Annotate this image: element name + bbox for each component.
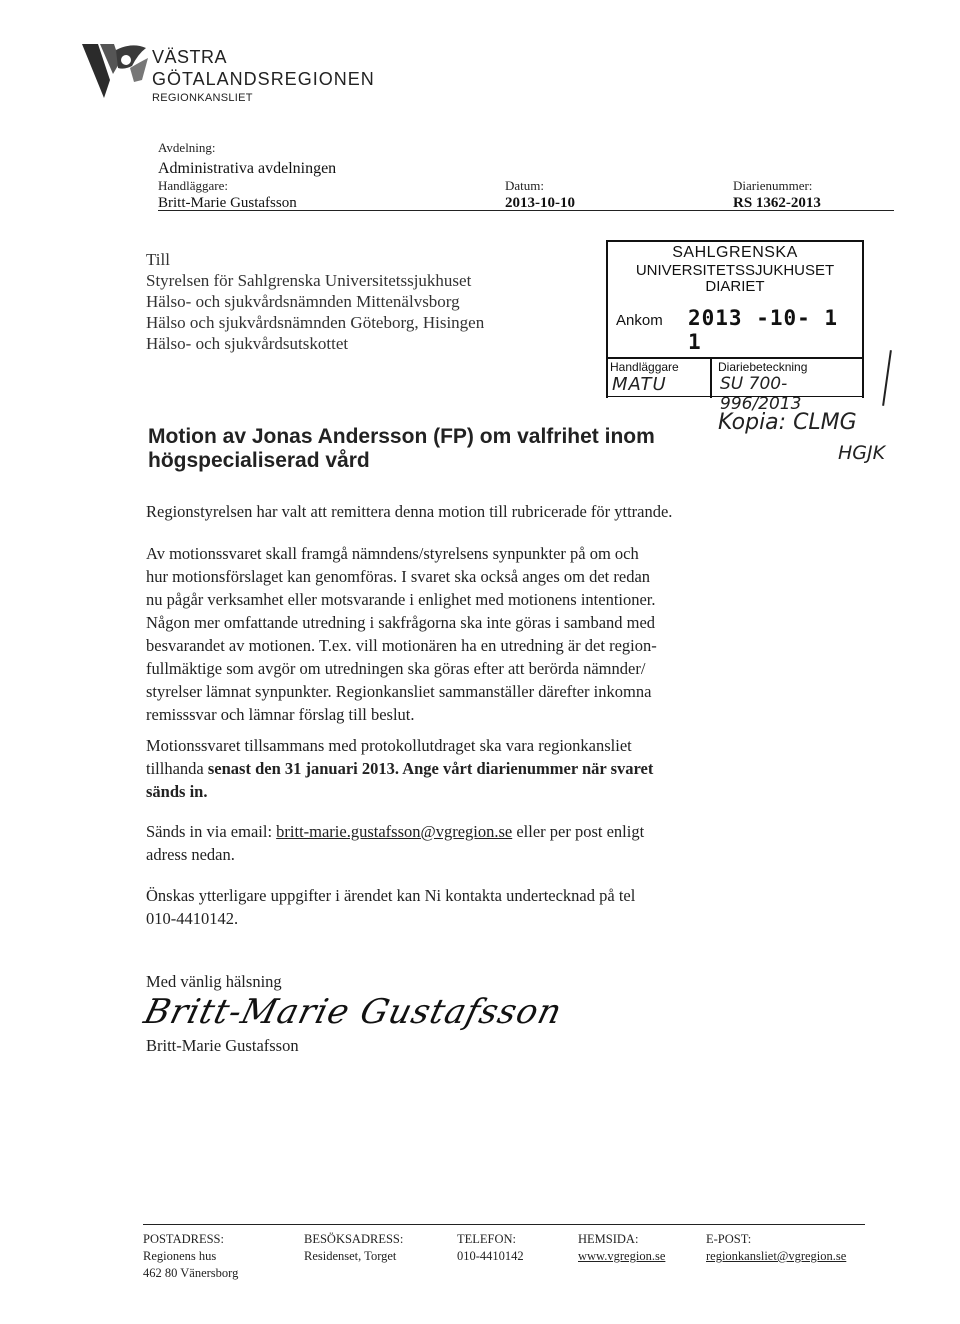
footer-web: [578, 1231, 665, 1265]
paragraph-line: nu pågår verksamhet eller motsvarande i enlighet med motionens intentioner.: [146, 590, 656, 609]
footer-postal-line: 462 80 Vänersborg: [143, 1266, 239, 1280]
recipients-block: [146, 249, 484, 354]
paragraph-line: 010-4410142.: [146, 909, 239, 928]
logo-line-3: REGIONKANSLIET: [152, 92, 253, 104]
footer-email-link[interactable]: regionkansliet@vgregion.se: [706, 1249, 847, 1263]
footer-visit: [304, 1231, 403, 1265]
footer-phone: [457, 1231, 524, 1265]
document-title: Motion av Jonas Andersson (FP) om valfrihet inom högspecialiserad vård: [148, 425, 655, 472]
stamp-line-3: DIARIET: [705, 278, 765, 295]
diary-value: RS 1362-2013: [733, 195, 821, 211]
logo-line-2: GÖTALANDSREGIONEN: [152, 69, 375, 89]
paragraph-line: remisssvar och lämnar förslag till beslut.: [146, 705, 415, 724]
stamp-ankom-label: Ankom: [616, 312, 663, 329]
stamp-line-1: SAHLGRENSKA: [672, 244, 798, 261]
diary-label: Diarienummer:: [733, 178, 813, 193]
footer-visit-label: BESÖKSADRESS:: [304, 1232, 404, 1246]
deadline-text: senast den 31 januari 2013. Ange vårt diarienummer när svaret: [207, 759, 654, 778]
paragraph-line: [146, 820, 866, 843]
stamp-line-2: UNIVERSITETSSJUKHUSET: [635, 262, 835, 279]
paragraph-line: Av motionssvaret skall framgå nämndens/styrelsens synpunkter på om och: [146, 544, 639, 563]
stamp-diariebeteckning-handwritten: SU 700-996/2013: [720, 374, 802, 414]
officer-label: Handläggare:: [158, 178, 229, 193]
footer-web-label: HEMSIDA:: [578, 1232, 639, 1246]
pen-stroke: [882, 350, 892, 406]
recipient-line: Hälso och sjukvårdsnämnden Göteborg, Hisingen: [146, 313, 485, 332]
footer-email-label: E-POST:: [706, 1232, 752, 1246]
stamp-column-divider: [710, 357, 712, 398]
footer-web-link[interactable]: www.vgregion.se: [578, 1249, 666, 1263]
signer-name: Britt-Marie Gustafsson: [146, 1036, 299, 1055]
vgr-logo-icon: [80, 40, 152, 102]
footer-phone-value: 010-4410142: [457, 1249, 524, 1263]
stamp-diariebeteckning-label: Diariebeteckning: [718, 360, 808, 374]
header-rule: [158, 210, 894, 211]
received-stamp: [606, 240, 864, 414]
paragraph-line: besvarandet av motionen. T.ex. vill motionären ha en utredning är det region-: [146, 636, 657, 655]
paragraph-line: Motionssvaret tillsammans med protokollutdraget ska vara regionkansliet: [146, 736, 632, 755]
paragraph-line: [146, 757, 866, 780]
deadline-lead: tillhanda: [146, 759, 208, 778]
date-value: 2013-10-10: [505, 195, 575, 211]
stamp-handlaggare-handwritten: MATU: [612, 374, 667, 395]
paragraph-3: [146, 734, 866, 803]
paragraph-line: adress nedan.: [146, 845, 235, 864]
stamp-ankom-date: 2013 -10- 1 1: [688, 306, 839, 354]
department-label: Avdelning:: [158, 140, 216, 155]
department-value: Administrativa avdelningen: [158, 160, 337, 177]
email-prefix: Sänds in via email:: [146, 822, 277, 841]
paragraph-line: styrelser lämnat synpunkter. Regionkansliet sammanställer därefter inkomna: [146, 682, 652, 701]
deadline-text-end: sänds in.: [146, 782, 208, 801]
paragraph-2: [146, 542, 866, 726]
handwritten-note: HGJK: [838, 442, 886, 464]
stamp-bottom-underline: [606, 396, 863, 397]
handwritten-kopia: Kopia: CLMG: [718, 410, 857, 435]
paragraph-line: Någon mer omfattande utredning i sakfrågorna ska inte göras i samband med: [146, 613, 656, 632]
closing: Med vänlig hälsning: [146, 972, 282, 991]
paragraph-4: [146, 820, 866, 866]
paragraph-line: fullmäktige som avgör om utredningen ska göras efter att berörda nämnder/: [146, 659, 646, 678]
paragraph-1: Regionstyrelsen har valt att remittera denna motion till rubricerade för yttrande.: [146, 502, 673, 521]
recipient-line: Hälso- och sjukvårdsnämnden Mittenälvsborg: [146, 292, 460, 311]
paragraph-line: [146, 780, 866, 803]
email-suffix: eller per post enligt: [512, 822, 645, 841]
footer-rule: [143, 1224, 865, 1225]
logo-line-1: VÄSTRA: [152, 47, 228, 67]
stamp-divider: [608, 357, 862, 359]
recipients-heading: Till: [146, 250, 170, 269]
footer-postal: [143, 1231, 238, 1282]
email-link[interactable]: britt-marie.gustafsson@vgregion.se: [276, 822, 513, 841]
stamp-handlaggare-label: Handläggare: [610, 360, 679, 374]
signature-handwritten: Britt-Marie Gustafsson: [140, 992, 567, 1032]
paragraph-line: Önskas ytterligare uppgifter i ärendet kan Ni kontakta undertecknad på tel: [146, 886, 636, 905]
recipient-line: Styrelsen för Sahlgrenska Universitetssjukhuset: [146, 271, 472, 290]
footer-postal-label: POSTADRESS:: [143, 1232, 224, 1246]
paragraph-line: hur motionsförslaget kan genomföras. I svaret ska också anges om det redan: [146, 567, 651, 586]
footer-visit-value: Residenset, Torget: [304, 1249, 397, 1263]
paragraph-5: [146, 884, 866, 930]
footer-postal-line: Regionens hus: [143, 1249, 217, 1263]
footer-phone-label: TELEFON:: [457, 1232, 517, 1246]
footer-email: [706, 1231, 846, 1265]
date-label: Datum:: [505, 178, 544, 193]
recipient-line: Hälso- och sjukvårdsutskottet: [146, 334, 349, 353]
officer-value: Britt-Marie Gustafsson: [158, 195, 297, 211]
